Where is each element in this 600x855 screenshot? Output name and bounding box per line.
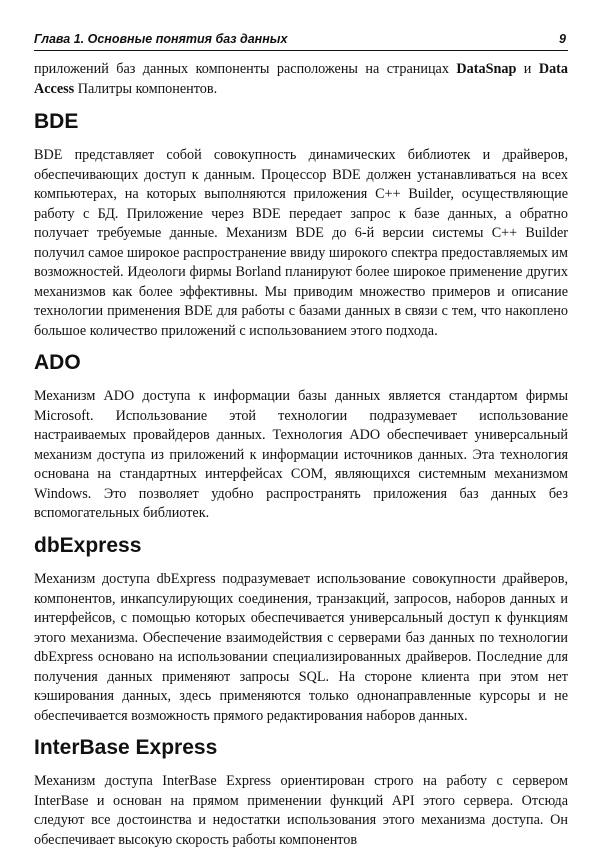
section-heading-dbexpress: dbExpress [34, 534, 142, 557]
chapter-title: Глава 1. Основные понятия баз данных [34, 32, 288, 46]
section-heading-ado: ADO [34, 351, 81, 374]
intro-paragraph: приложений баз данных компоненты расположены на страницах DataSnap и Data Access Палитры компонентов. [34, 61, 569, 97]
page-content [34, 60, 568, 850]
data-access-term: Data Access [34, 61, 569, 97]
section-body-interbase-express: Механизм доступа InterBase Express ориентирован строго на работу с сервером InterBase и основан на прямом применении функций API этого сервера. Отсюда следуют все достоинства и недостатки использования этого механизма доступа. Он обеспечивает высокую скорость работы компонентов [34, 773, 568, 848]
section-body-dbexpress: Механизм доступа dbExpress подразумевает использование совокупности драйверов, компонентов, инкапсулирующих соединения, транзакций, запросов, наборов данных и интерфейсов, с помощью которых обеспечивается универсальный доступ к функциям этого механизма. Обеспечение взаимодействия с серверами баз данных по технологии dbExpress основано на использовании специализированных драйверов. Последние для получения данных применяют запросы SQL. На стороне клиента при этом нет кэширования данных, здесь применяются только однонаправленные курсоры и не обеспечивается возможность прямого редактирования наборов данных. [34, 571, 568, 724]
section-heading-bde: BDE [34, 110, 79, 133]
datasnap-term: DataSnap [456, 61, 517, 77]
page-number: 9 [559, 32, 566, 46]
running-header [34, 30, 568, 51]
section-body-ado: Механизм ADO доступа к информации базы данных является стандартом фирмы Microsoft. Использование этой технологии подразумевает использование настраиваемых провайдеров данных. Технология ADO обеспечивает универсальный механизм доступа из приложений к информации источников данных. Эта технология основана на стандартных интерфейсах COM, являющихся системным механизмом Windows. Это позволяет удобно распространять приложения баз данных без вспомогательных библиотек. [34, 388, 568, 521]
section-body-bde: BDE представляет собой совокупность динамических библиотек и драйверов, обеспечивающих доступ к данным. Процессор BDE должен устанавливаться на всех компьютерах, на которых выполняются приложения C++ Builder, осуществляющие работу с БД. Приложение через BDE передает запрос к базе данных, а обратно получает требуемые данные. Механизм BDE до 6-й версии системы C++ Builder получил самое широкое распространение ввиду широкого спектра предоставляемых им возможностей. Идеологи фирмы Borland планируют более широкое применение других механизмов как более эффективны. Мы приводим множество примеров и описание технологии применения BDE для работы с базами данных в связи с тем, что накоплено большое количество приложений с использованием этого подхода. [34, 147, 568, 339]
section-heading-interbase-express: InterBase Express [34, 736, 218, 759]
